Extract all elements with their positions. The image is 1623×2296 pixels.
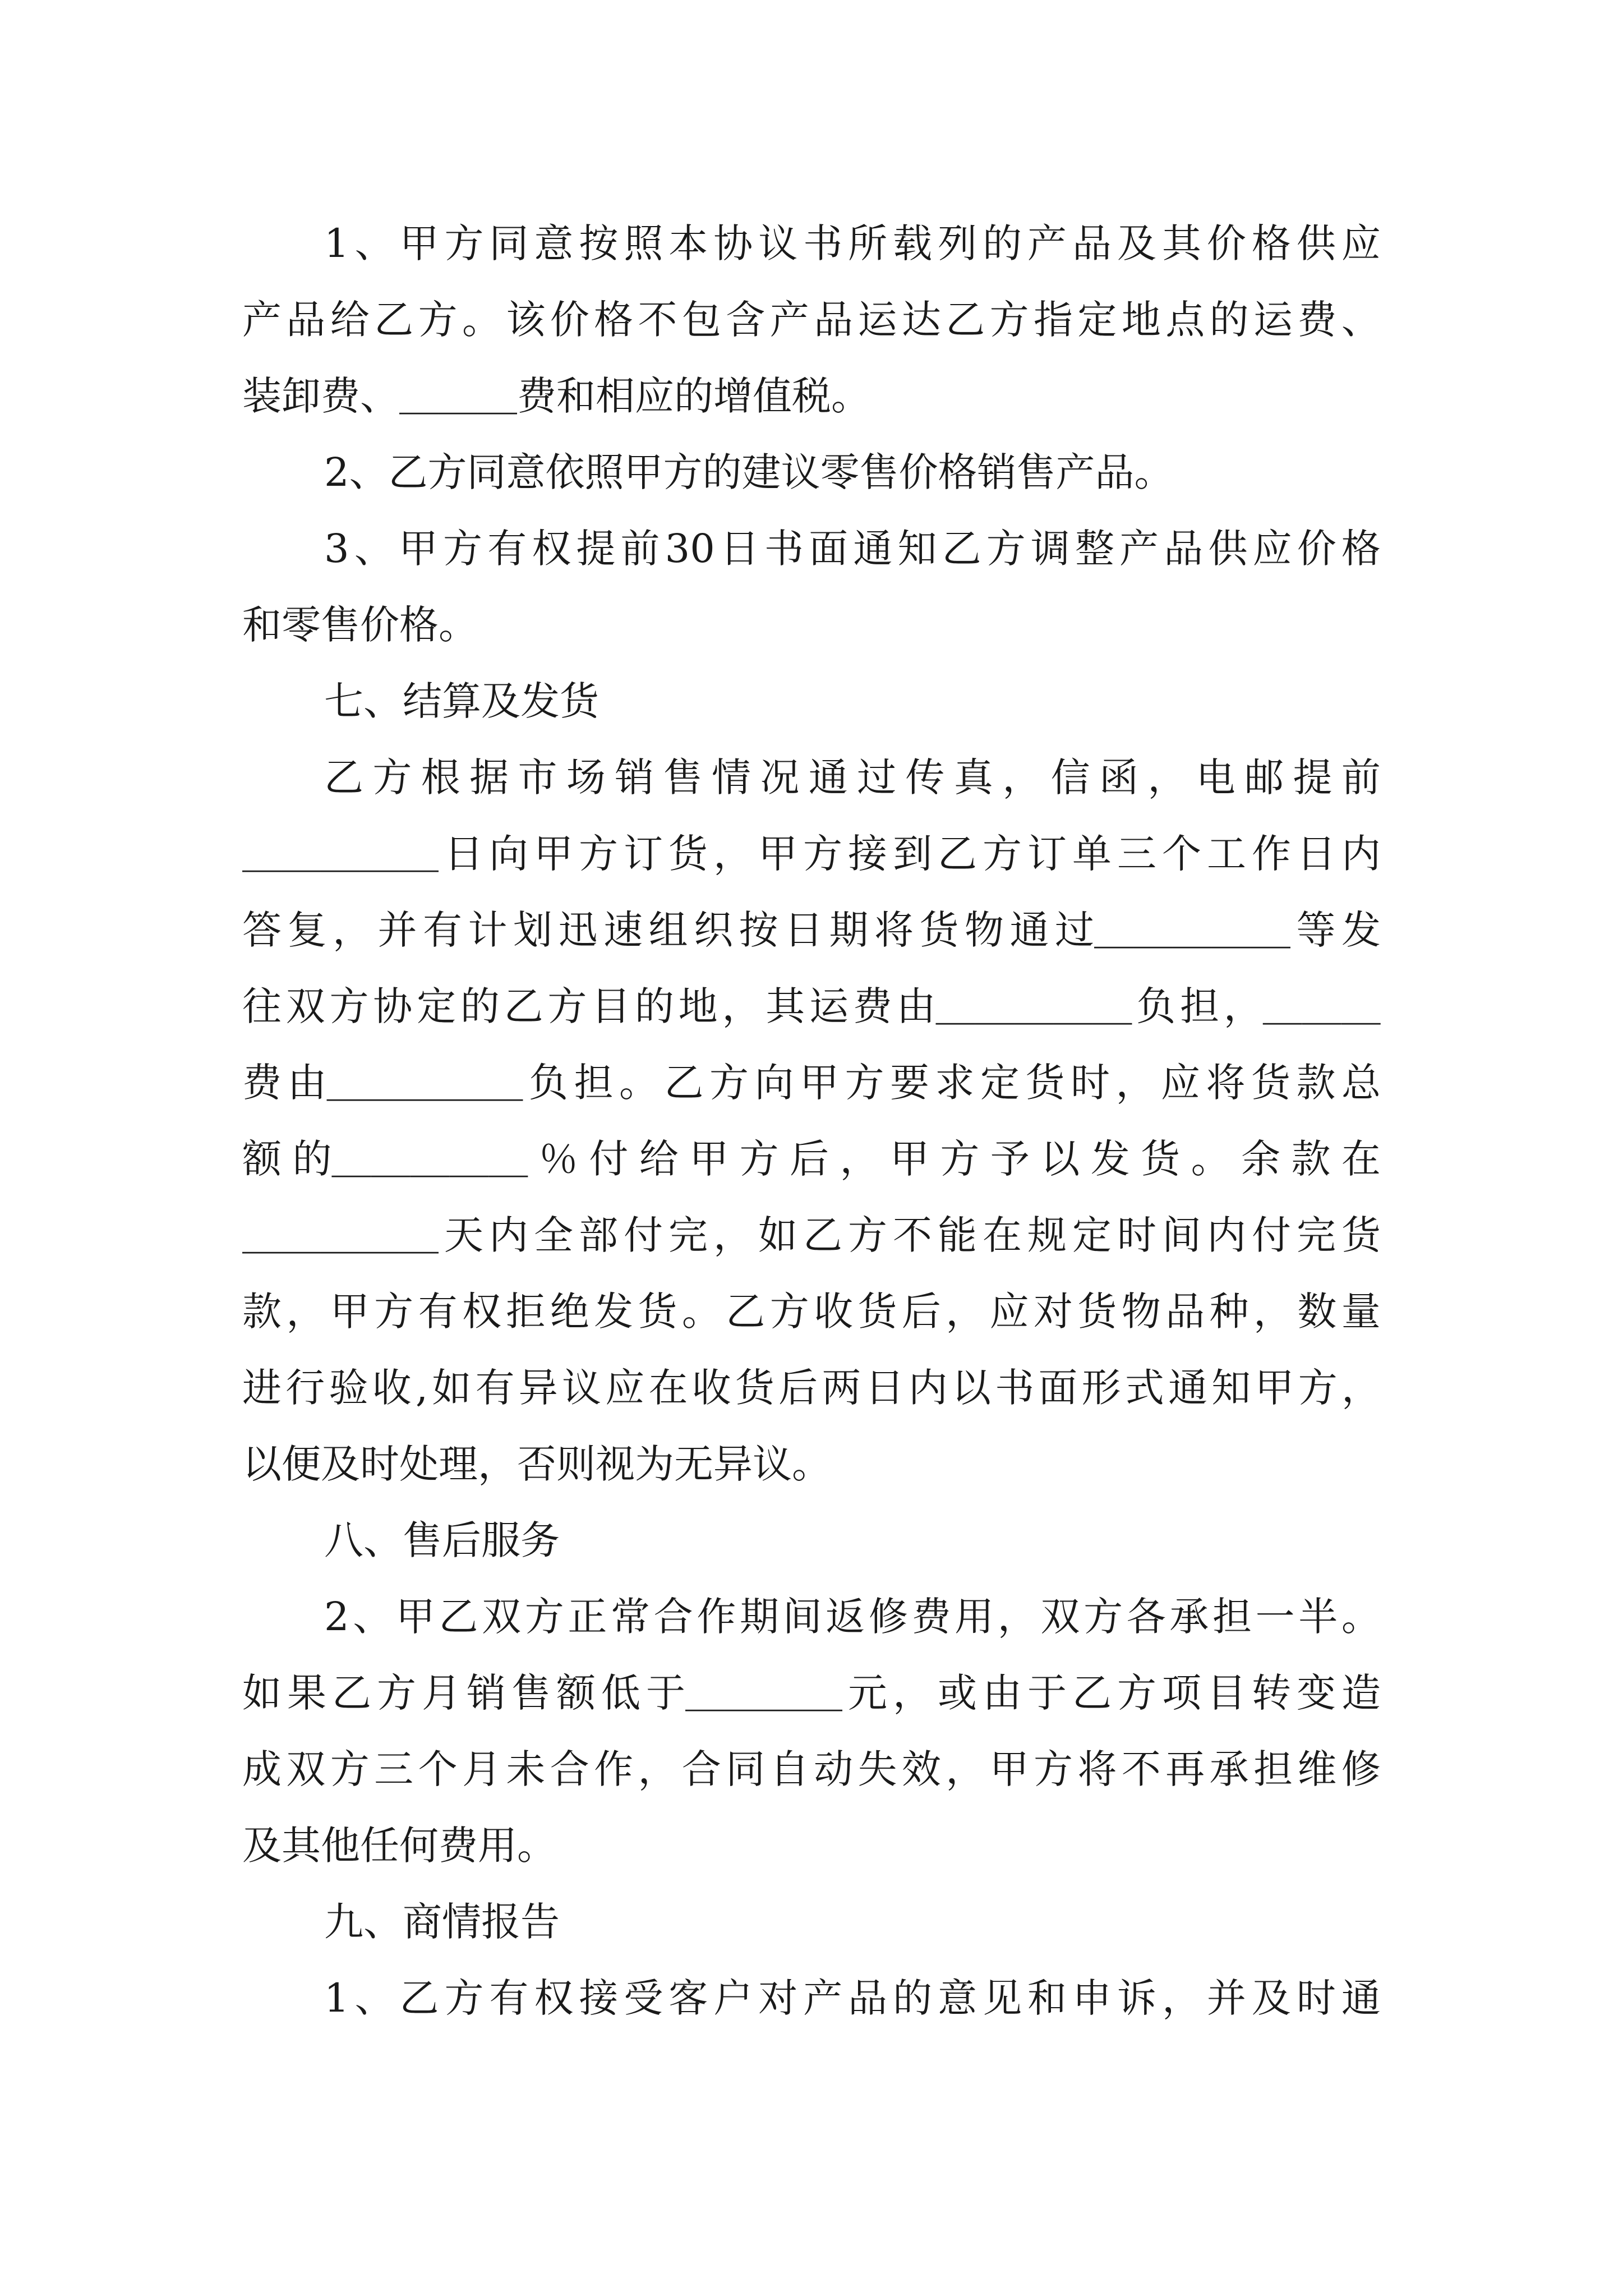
section-7-line-9: 进 行 验 收 , 如 有 异 议 应 在 收 货 后 两 日 内 以 书 面 形 式 通 知 甲 方 ， xyxy=(242,1365,1381,1411)
section-7-line-6: 额 的＿＿＿＿＿ ％ 付 给 甲 方 后 ， 甲 方 予 以 发 货 。 余 款 在 xyxy=(242,1136,1381,1182)
section-7-line-2: ＿＿＿＿＿ 日 向 甲 方 订 货 ， 甲 方 接 到 乙 方 订 单 三 个 工 作 日 内 xyxy=(242,831,1381,877)
clause-2-line-1: 2、乙方同意依照甲方的建议零售价格销售产品。 xyxy=(324,449,1174,495)
section-7-line-5: 费 由＿＿＿＿＿ 负 担 。 乙 方 向 甲 方 要 求 定 货 时 ， 应 将 货 款 总 xyxy=(242,1060,1381,1106)
section-8-line-4: 及其他任何费用。 xyxy=(242,1823,556,1869)
section-8-heading: 八、售后服务 xyxy=(324,1517,560,1563)
section-7-heading: 七、结算及发货 xyxy=(324,678,599,724)
clause-1-line-1: 1 、 甲 方 同 意 按 照 本 协 议 书 所 载 列 的 产 品 及 其 价 格 供 应 xyxy=(324,220,1381,266)
section-8-line-3: 成 双 方 三 个 月 未 合 作 ， 合 同 自 动 失 效 ， 甲 方 将 不 再 承 担 维 修 xyxy=(242,1746,1381,1792)
section-7-line-4: 往 双 方 协 定 的 乙 方 目 的 地 ， 其 运 费 由＿＿＿＿＿ 负 担 ，＿＿＿ xyxy=(242,983,1381,1029)
section-7-line-10: 以便及时处理，否则视为无异议。 xyxy=(242,1441,831,1487)
section-7-line-3: 答 复 ， 并 有 计 划 迅 速 组 织 按 日 期 将 货 物 通 过＿＿＿＿＿ 等 发 xyxy=(242,907,1381,953)
section-7-line-1: 乙 方 根 据 市 场 销 售 情 况 通 过 传 真 ， 信 函 ， 电 邮 提 前 xyxy=(324,754,1381,800)
clause-3-line-1: 3 、 甲 方 有 权 提 前 30 日 书 面 通 知 乙 方 调 整 产 品 供 应 价 格 xyxy=(324,526,1381,572)
section-7-line-8: 款 ， 甲 方 有 权 拒 绝 发 货 。 乙 方 收 货 后 ， 应 对 货 物 品 种 ， 数 量 xyxy=(242,1289,1381,1335)
section-8-line-2: 如 果 乙 方 月 销 售 额 低 于＿＿＿＿ 元 ， 或 由 于 乙 方 项 目 转 变 造 xyxy=(242,1670,1381,1716)
document-body xyxy=(242,205,1381,2036)
section-7-line-7: ＿＿＿＿＿ 天 内 全 部 付 完 ， 如 乙 方 不 能 在 规 定 时 间 内 付 完 货 xyxy=(242,1212,1381,1258)
clause-1-line-3: 装卸费、＿＿＿费和相应的增值税。 xyxy=(242,373,870,419)
section-9-line-1: 1 、 乙 方 有 权 接 受 客 户 对 产 品 的 意 见 和 申 诉 ， 并 及 时 通 xyxy=(324,1975,1381,2021)
clause-3-line-2: 和零售价格。 xyxy=(242,602,478,648)
section-8-line-1: 2 、 甲 乙 双 方 正 常 合 作 期 间 返 修 费 用 ， 双 方 各 承 担 一 半 。 xyxy=(324,1594,1381,1640)
clause-1-line-2: 产 品 给 乙 方 。 该 价 格 不 包 含 产 品 运 达 乙 方 指 定 地 点 的 运 费 、 xyxy=(242,297,1381,343)
section-9-heading: 九、商情报告 xyxy=(324,1899,560,1945)
